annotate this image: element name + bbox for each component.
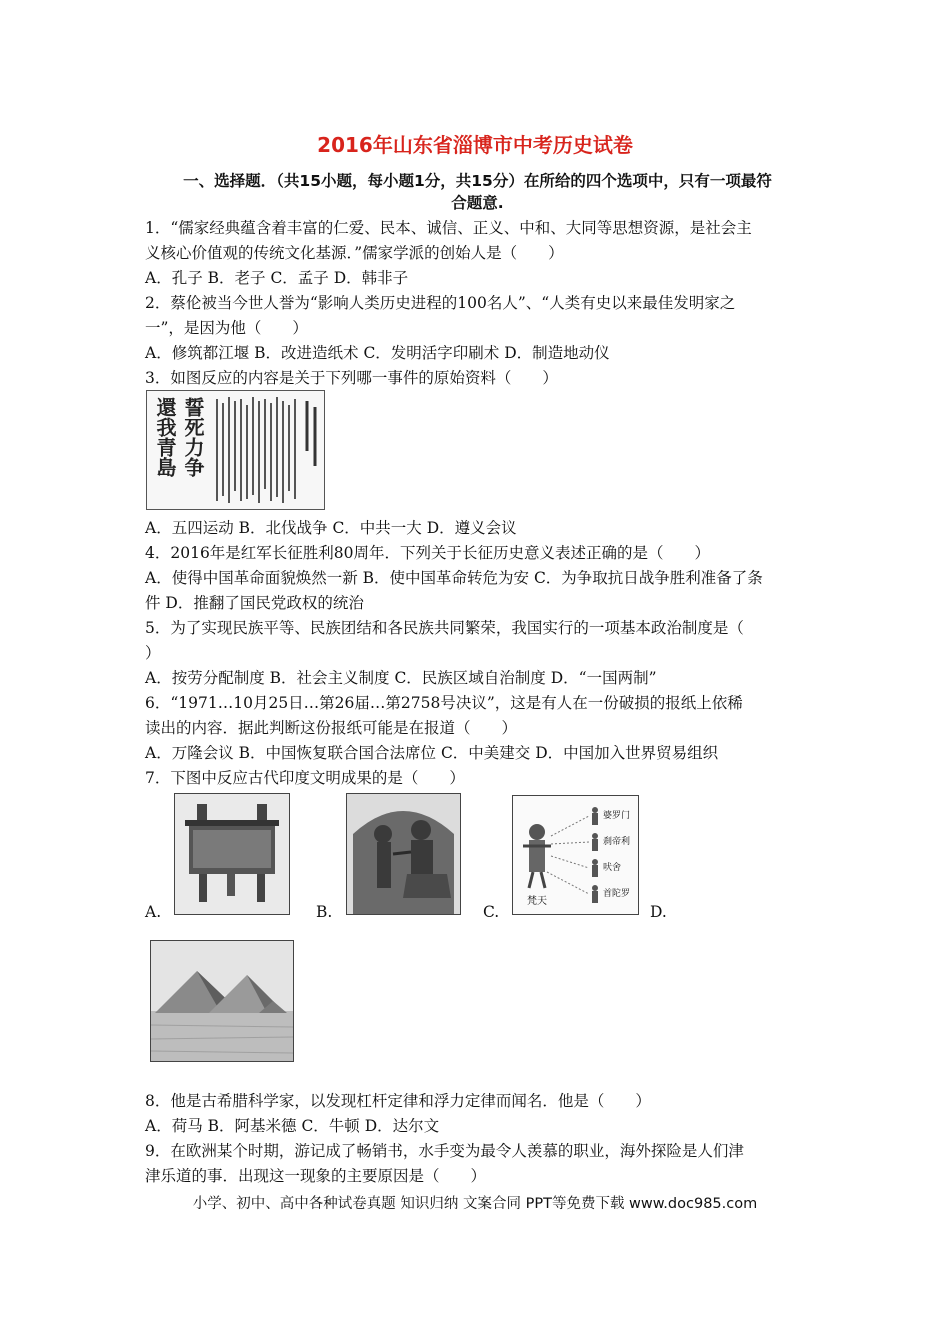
q8-options: A．荷马 B．阿基米德 C．牛顿 D．达尔文: [145, 1117, 440, 1135]
q7-option-b-hammurabi-stele-image: [346, 793, 461, 915]
q2-stem-line-2: 一”，是因为他（ ）: [145, 319, 308, 337]
q6-options: A．万隆会议 B．中国恢复联合国合法席位 C．中美建交 D．中国加入世界贸易组织: [145, 744, 719, 762]
q1-options: A．孔子 B．老子 C．孟子 D．韩非子: [145, 269, 409, 287]
bronze-ding-icon: [175, 794, 289, 914]
caste-label-vaishya: 吠舍: [603, 863, 622, 873]
q7-option-c-caste-diagram-image: [512, 795, 639, 915]
caste-god-label: 梵天: [527, 896, 547, 907]
q7-option-a-bronze-ding-image: [174, 793, 290, 915]
q8-stem: 8．他是古希腊科学家，以发现杠杆定律和浮力定律而闻名．他是（ ）: [145, 1092, 651, 1110]
q3-stem: 3．如图反应的内容是关于下列哪一事件的原始资料（ ）: [145, 369, 558, 387]
caste-label-brahmin: 婆罗门: [603, 811, 631, 821]
caste-label-shudra: 首陀罗: [603, 889, 631, 899]
q9-stem-line-2: 津乐道的事．出现这一现象的主要原因是（ ）: [145, 1167, 487, 1185]
q3-newspaper-image: [146, 390, 325, 510]
q5-stem-line-2: ）: [145, 644, 161, 662]
q2-stem-line-1: 2．蔡伦被当今世人誉为“影响人类历史进程的100名人”、“人类有史以来最佳发明家之: [145, 294, 736, 312]
page-footer: 小学、初中、高中各种试卷真题 知识归纳 文案合同 PPT等免费下载 www.doc985.com: [192, 1196, 758, 1212]
newspaper-body-text: [207, 391, 327, 509]
q1-stem-line-2: 义核心价值观的传统文化基源．”儒家学派的创始人是（ ）: [145, 244, 564, 262]
q5-options: A．按劳分配制度 B．社会主义制度 C．民族区域自治制度 D．“一国两制”: [145, 669, 657, 687]
q9-stem-line-1: 9．在欧洲某个时期，游记成了畅销书，水手变为最令人羡慕的职业，海外探险是人们津: [145, 1142, 744, 1160]
newspaper-slogan-right: 誓死力争: [181, 397, 205, 477]
q4-options-line-2: 件 D．推翻了国民党政权的统治: [145, 594, 364, 612]
stele-relief-icon: [347, 794, 460, 914]
pyramids-icon: [151, 941, 293, 1061]
q2-options: A．修筑都江堰 B．改进造纸术 C．发明活字印刷术 D．制造地动仪: [145, 344, 610, 362]
exam-title: 2016年山东省淄博市中考历史试卷: [317, 133, 633, 157]
q1-stem-line-1: 1．“儒家经典蕴含着丰富的仁爱、民本、诚信、正义、中和、大同等思想资源，是社会主: [145, 219, 752, 237]
q4-options-line-1: A．使得中国革命面貌焕然一新 B．使中国革命转危为安 C．为争取抗日战争胜利准备了条: [145, 569, 763, 587]
q7-label-a: A.: [145, 903, 162, 921]
q6-stem-line-2: 读出的内容．据此判断这份报纸可能是在报道（ ）: [145, 719, 518, 737]
q3-options: A．五四运动 B．北伐战争 C．中共一大 D．遵义会议: [145, 519, 517, 537]
section-heading-line-2: 合题意.: [451, 194, 504, 212]
section-heading-line-1: 一、选择题．（共15小题，每小题1分，共15分）在所给的四个选项中，只有一项最符: [183, 172, 772, 190]
q7-stem: 7．下图中反应古代印度文明成果的是（ ）: [145, 769, 465, 787]
newspaper-slogan-left: 還我青島: [153, 397, 177, 477]
q7-option-d-pyramids-image: [150, 940, 294, 1062]
q7-label-b: B.: [316, 903, 333, 921]
q7-label-c: C.: [483, 903, 500, 921]
q7-label-d: D.: [650, 903, 667, 921]
q4-stem: 4．2016年是红军长征胜利80周年．下列关于长征历史意义表述正确的是（ ）: [145, 544, 711, 562]
q6-stem-line-1: 6．“1971…10月25日…第26届…第2758号决议”，这是有人在一份破损的报纸上依稀: [145, 694, 743, 712]
caste-label-kshatriya: 刹帝利: [603, 837, 631, 847]
q5-stem-line-1: 5．为了实现民族平等、民族团结和各民族共同繁荣，我国实行的一项基本政治制度是（: [145, 619, 744, 637]
section-heading: [145, 170, 810, 214]
